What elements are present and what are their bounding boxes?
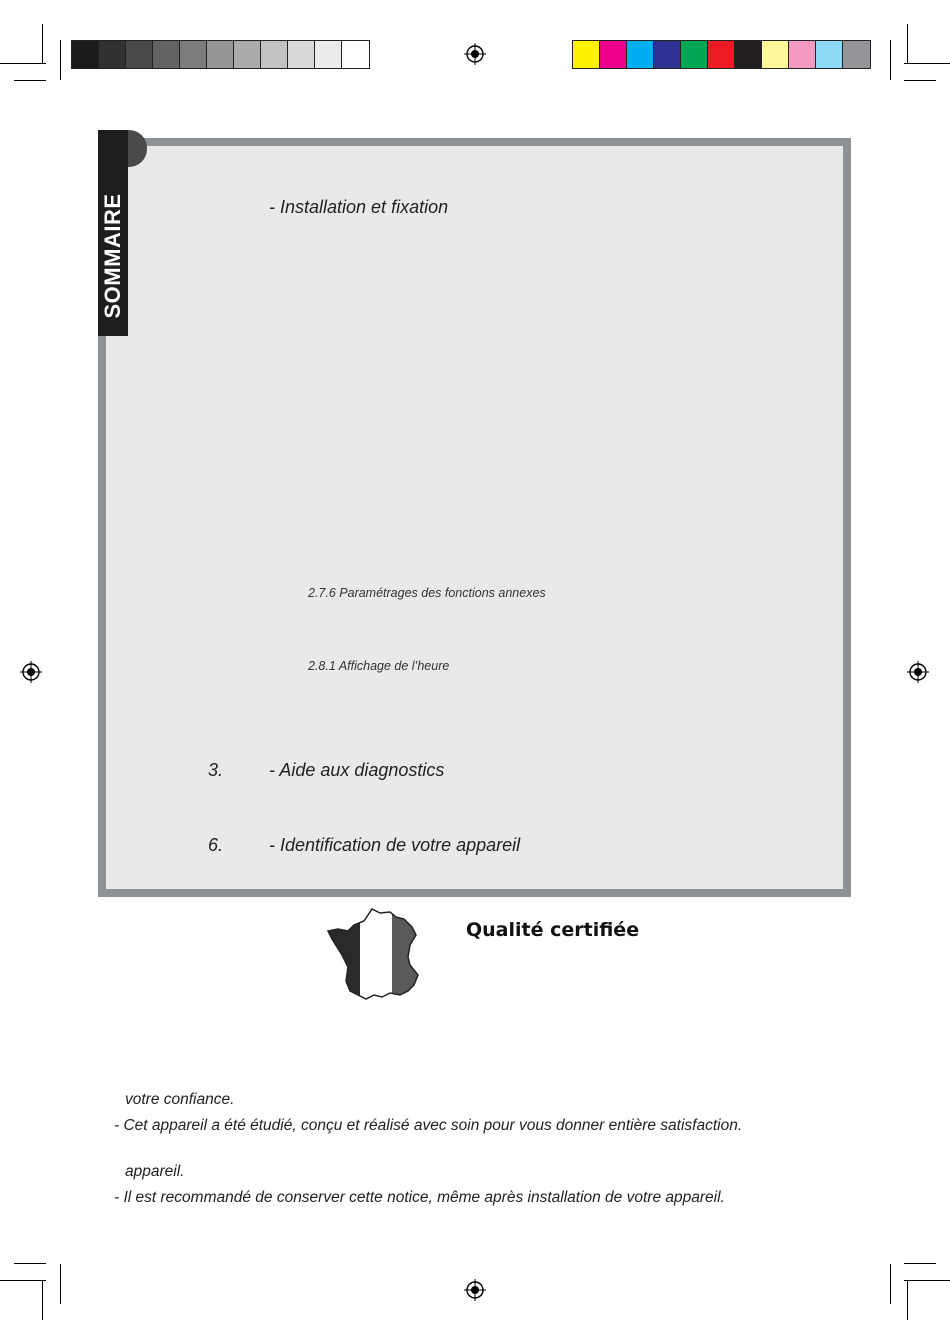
france-map-icon <box>324 905 424 1005</box>
note-line-3: appareil. <box>125 1163 185 1180</box>
section-tab-label: SOMMAIRE <box>100 193 125 319</box>
registration-mark-icon <box>907 661 929 683</box>
gray-swatch <box>99 41 126 68</box>
color-swatch <box>762 41 789 68</box>
note-line-1: votre confiance. <box>125 1091 235 1108</box>
color-swatch <box>735 41 762 68</box>
grayscale-color-bar <box>71 40 370 69</box>
color-swatch <box>816 41 843 68</box>
gray-swatch <box>207 41 234 68</box>
gray-swatch <box>126 41 153 68</box>
gray-swatch <box>288 41 315 68</box>
toc-entry-diagnostics: - Aide aux diagnostics <box>269 760 445 780</box>
registration-mark-icon <box>20 661 42 683</box>
gray-swatch <box>180 41 207 68</box>
color-swatch <box>573 41 600 68</box>
toc-entry-identification: - Identification de votre appareil <box>269 835 521 855</box>
note-line-2: - Cet appareil a été étudié, conçu et réalisé avec soin pour vous donner entière satisfaction. <box>114 1117 743 1134</box>
note-line-4: - Il est recommandé de conserver cette notice, même après installation de votre appareil. <box>114 1189 725 1206</box>
gray-swatch <box>342 41 369 68</box>
toc-entry-installation: - Installation et fixation <box>269 197 449 217</box>
process-color-bar <box>572 40 871 69</box>
color-swatch <box>789 41 816 68</box>
gray-swatch <box>153 41 180 68</box>
toc-entry-affichage-heure: 2.8.1 Affichage de l’heure <box>308 659 450 673</box>
gray-swatch <box>315 41 342 68</box>
toc-entry-parametrages: 2.7.6 Paramétrages des fonctions annexes <box>308 586 546 600</box>
table-of-contents <box>98 138 851 897</box>
color-swatch <box>600 41 627 68</box>
gray-swatch <box>261 41 288 68</box>
color-swatch <box>627 41 654 68</box>
gray-swatch <box>72 41 99 68</box>
color-swatch <box>654 41 681 68</box>
gray-swatch <box>234 41 261 68</box>
color-swatch <box>681 41 708 68</box>
color-swatch <box>843 41 870 68</box>
registration-mark-icon <box>464 1279 486 1301</box>
toc-number-diagnostics: 3. <box>208 760 224 780</box>
color-swatch <box>708 41 735 68</box>
quality-title: Qualité certifiée <box>466 919 640 941</box>
toc-number-identification: 6. <box>208 835 224 855</box>
registration-mark-icon <box>464 43 486 65</box>
